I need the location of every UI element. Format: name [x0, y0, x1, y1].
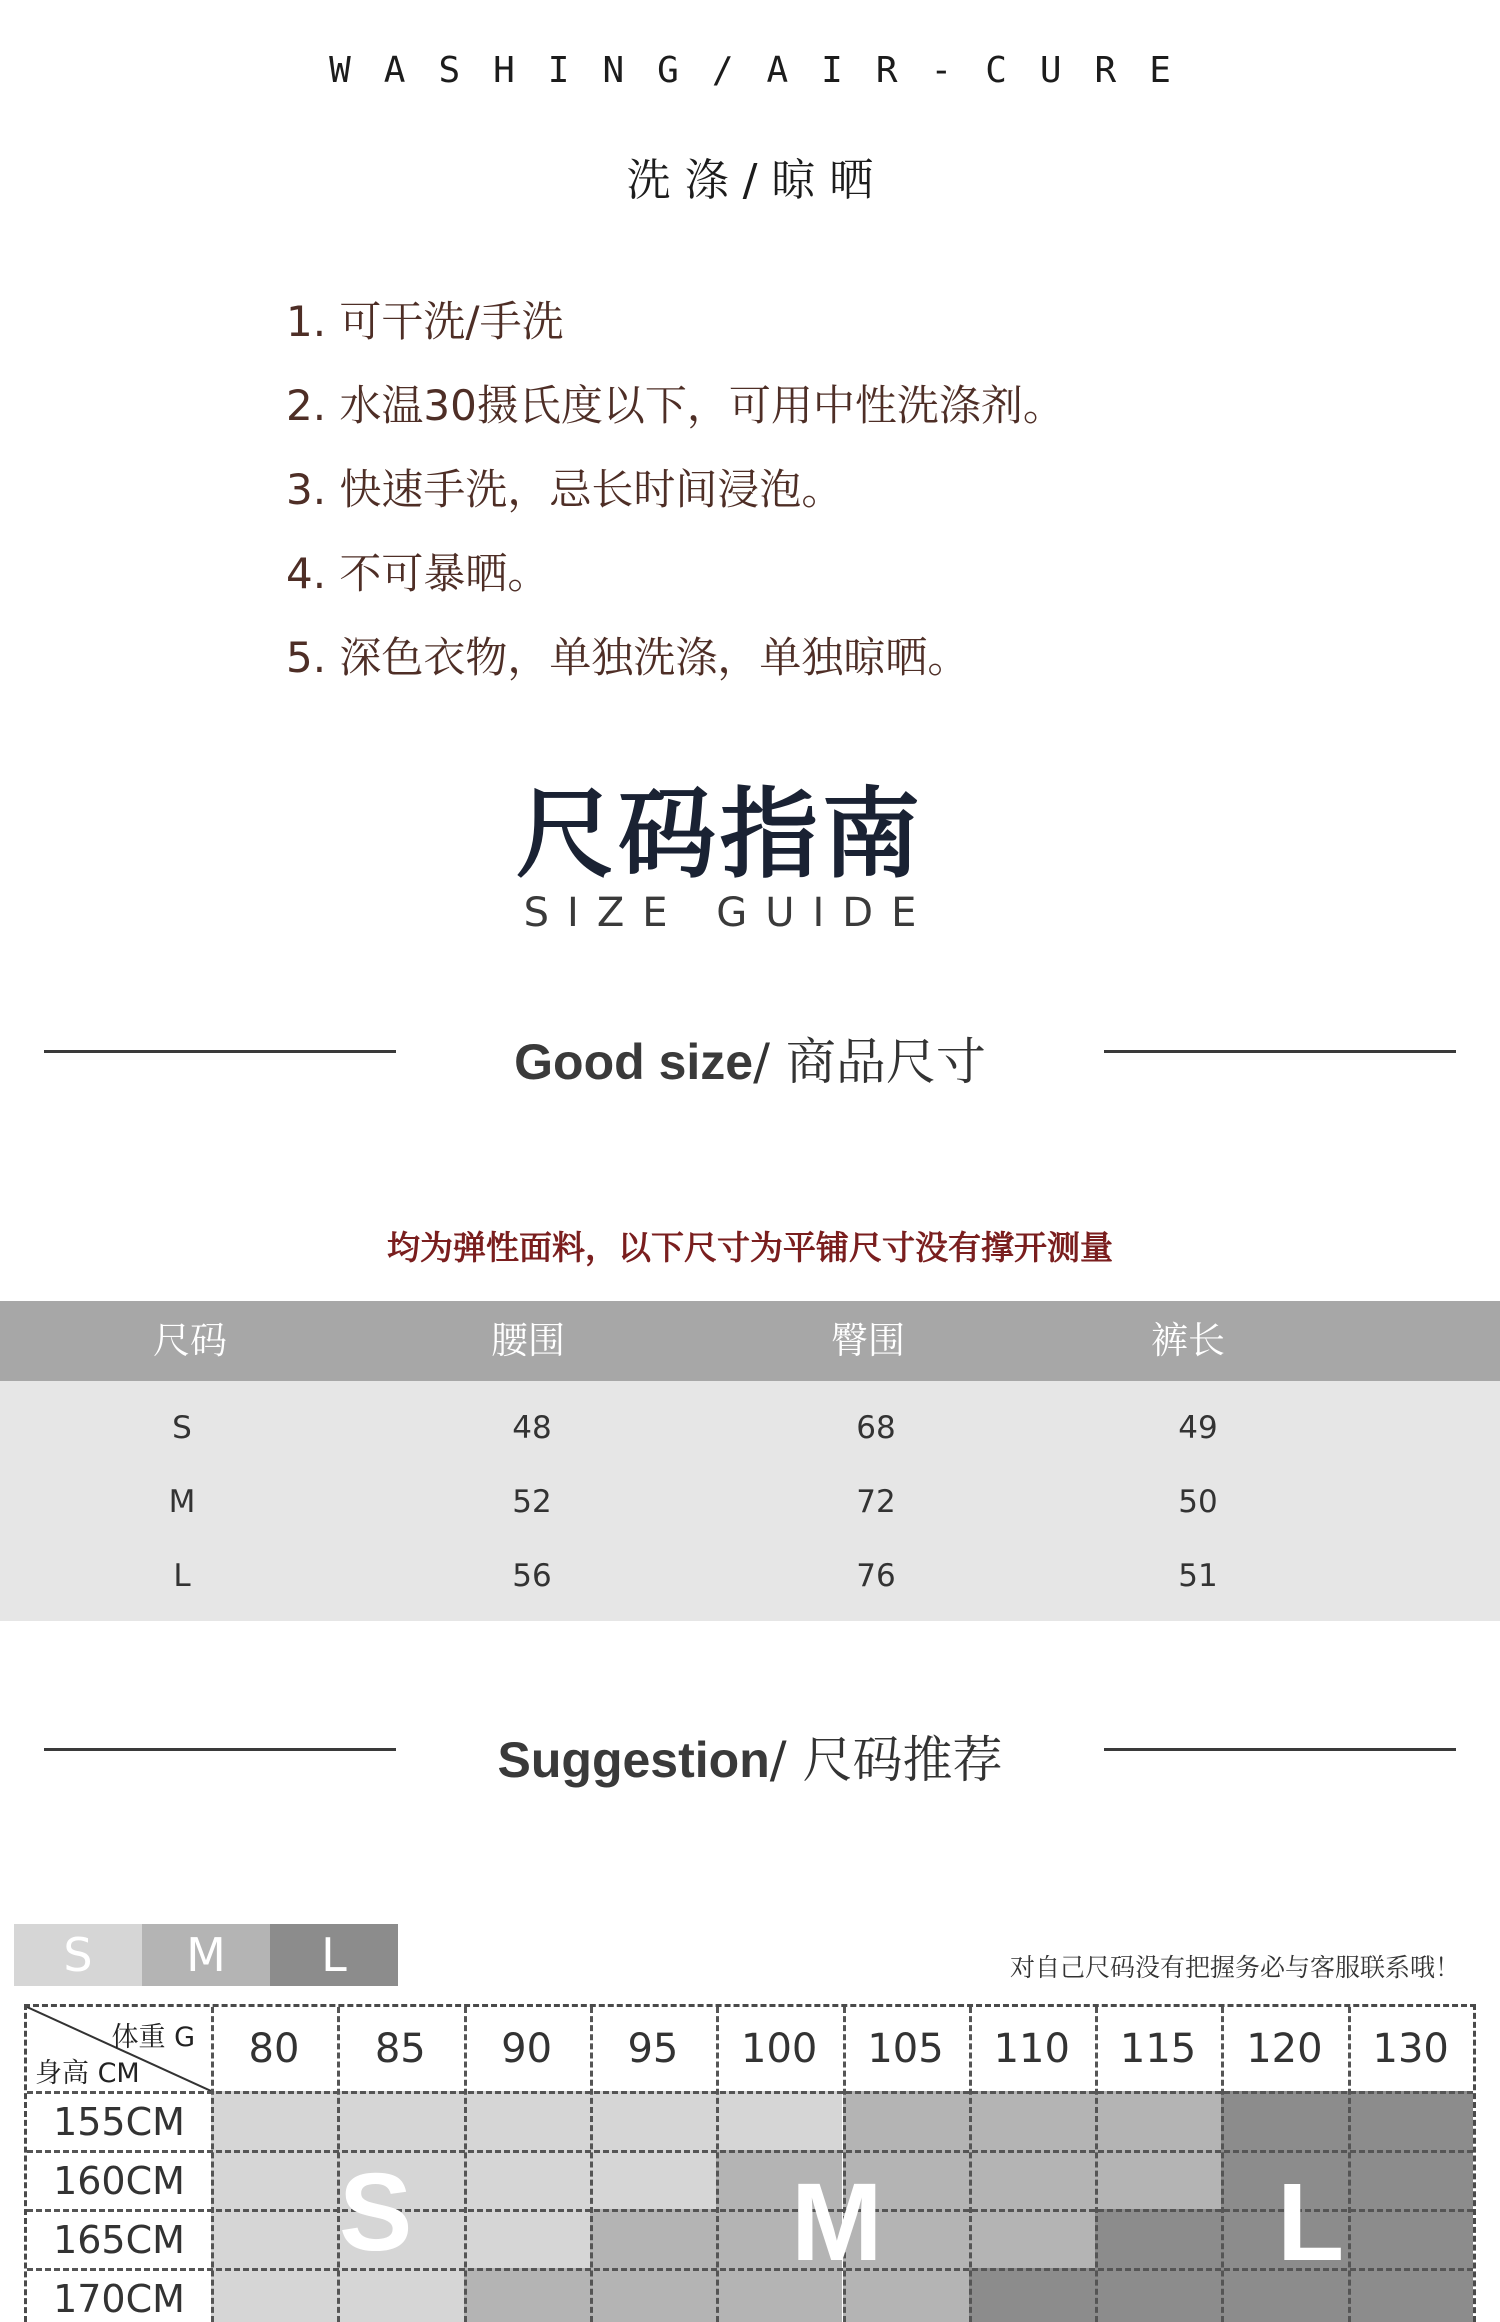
- divider-left: [44, 1748, 396, 1751]
- column-header-size: 尺码: [153, 1319, 227, 1362]
- grid-cell-l: [1348, 2209, 1474, 2268]
- grid-cell-s: [337, 2091, 463, 2150]
- grid-cell-s: [211, 2268, 337, 2322]
- grid-cell-l: [1348, 2150, 1474, 2209]
- suggestion-heading: [400, 1720, 1100, 1792]
- grid-column-divider: [590, 2007, 593, 2322]
- grid-cell-m: [1095, 2150, 1221, 2209]
- height-axis-label: 身高 CM: [35, 2058, 140, 2089]
- table-header: [0, 1301, 1500, 1381]
- care-instruction: 5. 深色衣物，单独洗涤，单独晾晒。: [286, 633, 970, 682]
- grid-column-divider: [211, 2007, 214, 2322]
- washing-title-en: WASHING/AIR-CURE: [329, 50, 1204, 91]
- weight-column-header: 110: [993, 2026, 1070, 2072]
- grid-cell-s: [464, 2150, 590, 2209]
- table-cell: 51: [1178, 1558, 1218, 1594]
- grid-column-divider: [1348, 2007, 1351, 2322]
- column-header-length: 裤长: [1151, 1319, 1225, 1362]
- grid-row-divider: [27, 2150, 1473, 2153]
- grid-cell-l: [1095, 2268, 1221, 2322]
- grid-cell-m: [969, 2150, 1095, 2209]
- table-cell: L: [173, 1558, 191, 1594]
- grid-column-divider: [969, 2007, 972, 2322]
- grid-cell-l: [969, 2268, 1095, 2322]
- grid-cell-m: [1095, 2091, 1221, 2150]
- suggestion-heading-en: Suggestion: [497, 1732, 770, 1788]
- grid-cell-m: [464, 2268, 590, 2322]
- grid-cell-l: [1348, 2268, 1474, 2322]
- good-size-heading-cn: / 商品尺寸: [753, 1033, 986, 1091]
- grid-cell-s: [211, 2209, 337, 2268]
- table-cell: S: [172, 1410, 192, 1446]
- table-cell: 52: [512, 1484, 552, 1520]
- zone-label-m: M: [791, 2161, 883, 2284]
- size-recommendation-grid: [24, 2004, 1476, 2322]
- weight-column-header: 85: [374, 2026, 426, 2072]
- care-instruction: 2. 水温30摄氏度以下，可用中性洗涤剂。: [286, 381, 1065, 430]
- column-header-hip: 臀围: [831, 1319, 905, 1362]
- grid-cell-s: [590, 2150, 716, 2209]
- column-header-waist: 腰围: [491, 1319, 565, 1362]
- table-cell: 48: [512, 1410, 552, 1446]
- table-cell: M: [168, 1484, 196, 1520]
- height-row-header: 155CM: [53, 2100, 185, 2144]
- grid-row-divider: [27, 2209, 1473, 2212]
- table-row: [0, 1391, 1500, 1465]
- grid-cell-s: [464, 2091, 590, 2150]
- divider-right: [1104, 1050, 1456, 1053]
- table-cell: 68: [856, 1410, 896, 1446]
- grid-cell-s: [337, 2268, 463, 2322]
- grid-cell-m: [969, 2091, 1095, 2150]
- grid-cell-l: [1348, 2091, 1474, 2150]
- grid-cell-l: [1221, 2091, 1347, 2150]
- table-body: [0, 1381, 1500, 1621]
- care-instruction: 1. 可干洗/手洗: [286, 297, 564, 346]
- grid-column-divider: [464, 2007, 467, 2322]
- divider-right: [1104, 1748, 1456, 1751]
- table-cell: 56: [512, 1558, 552, 1594]
- table-row: [0, 1465, 1500, 1539]
- good-size-heading-en: Good size: [514, 1034, 754, 1090]
- care-instruction: 4. 不可暴晒。: [286, 549, 550, 598]
- care-instruction: 3. 快速手洗，忌长时间浸泡。: [286, 465, 844, 514]
- grid-cell-m: [843, 2091, 969, 2150]
- weight-column-header: 90: [501, 2026, 553, 2072]
- weight-column-header: 80: [248, 2026, 300, 2072]
- grid-cell-s: [464, 2209, 590, 2268]
- zone-label-l: L: [1277, 2161, 1345, 2284]
- weight-column-header: 130: [1372, 2026, 1449, 2072]
- height-row-header: 160CM: [53, 2159, 185, 2203]
- height-row-header: 170CM: [53, 2277, 185, 2321]
- zone-label-s: S: [339, 2151, 413, 2274]
- grid-cell-s: [716, 2091, 842, 2150]
- contact-service-note: 对自己尺码没有把握务必与客服联系哦！: [1009, 1953, 1460, 1982]
- grid-cell-s: [590, 2091, 716, 2150]
- legend-swatch-m: M: [142, 1924, 270, 1986]
- washing-title-cn: 洗涤/晾晒: [626, 155, 888, 206]
- weight-axis-label: 体重 G: [111, 2022, 195, 2053]
- grid-corner-header: [27, 2007, 211, 2091]
- table-cell: 50: [1178, 1484, 1218, 1520]
- grid-cell-m: [590, 2209, 716, 2268]
- grid-column-divider: [716, 2007, 719, 2322]
- good-size-heading: [400, 1022, 1100, 1094]
- grid-cell-s: [211, 2150, 337, 2209]
- weight-column-header: 105: [867, 2026, 944, 2072]
- fabric-note: 均为弹性面料，以下尺寸为平铺尺寸没有撑开测量: [387, 1228, 1113, 1267]
- table-cell: 72: [856, 1484, 896, 1520]
- suggestion-heading-cn: / 尺码推荐: [769, 1731, 1003, 1789]
- weight-column-header: 115: [1119, 2026, 1197, 2072]
- size-guide-title: 尺码指南: [515, 778, 924, 892]
- grid-cell-m: [590, 2268, 716, 2322]
- grid-row-divider: [27, 2091, 1473, 2094]
- size-guide-subtitle: SIZE GUIDE: [523, 890, 935, 936]
- care-instructions: [286, 280, 1065, 700]
- legend-swatch-s: S: [14, 1924, 142, 1986]
- weight-column-header: 95: [627, 2026, 679, 2072]
- legend-swatch-l: L: [270, 1924, 398, 1986]
- weight-column-header: 100: [741, 2026, 818, 2072]
- height-row-header: 165CM: [53, 2218, 185, 2262]
- weight-column-header: 120: [1246, 2026, 1323, 2072]
- grid-column-divider: [1095, 2007, 1098, 2322]
- grid-cell-s: [211, 2091, 337, 2150]
- divider-left: [44, 1050, 396, 1053]
- table-row: [0, 1539, 1500, 1613]
- grid-cell-m: [969, 2209, 1095, 2268]
- grid-column-divider: [1221, 2007, 1224, 2322]
- grid-row-divider: [27, 2268, 1473, 2271]
- table-cell: 49: [1178, 1410, 1218, 1446]
- size-measurement-table: [0, 1301, 1500, 1621]
- grid-cell-l: [1095, 2209, 1221, 2268]
- table-cell: 76: [856, 1558, 896, 1594]
